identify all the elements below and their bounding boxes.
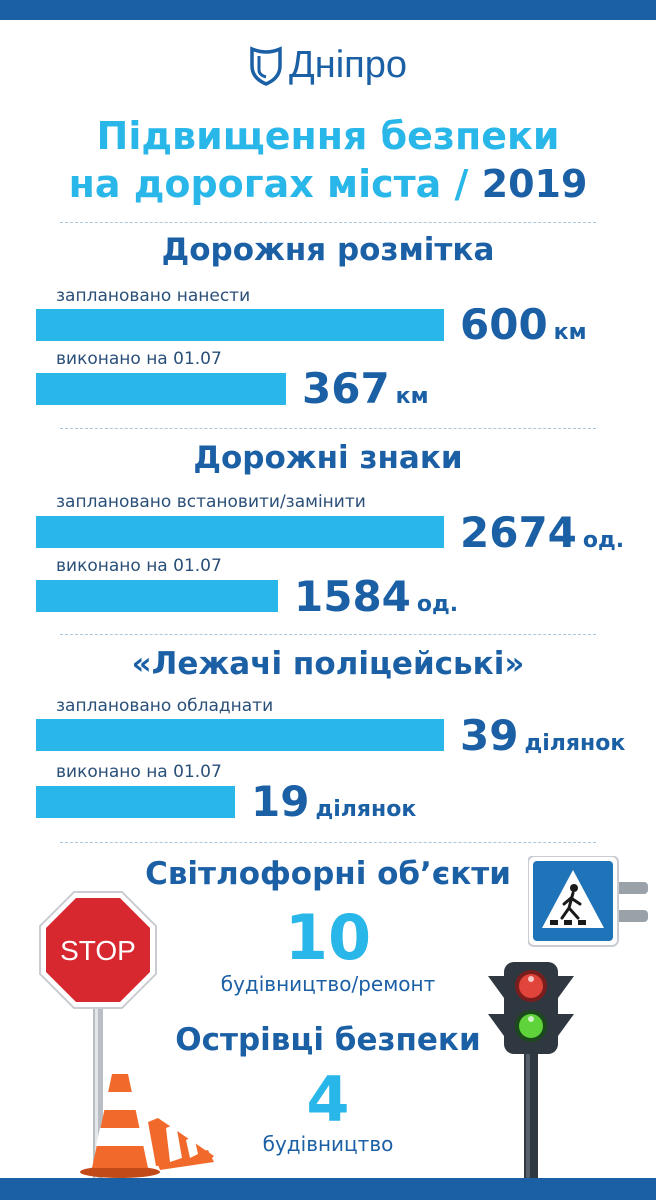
bar-planned [36, 516, 444, 548]
logo-text: Дніпро [288, 44, 407, 86]
section-title-road-signs: Дорожні знаки [193, 440, 463, 476]
value-planned: 2674 од. [460, 508, 625, 557]
bar-label-planned: заплановано встановити/замінити [56, 492, 366, 512]
value-planned: 600 км [460, 300, 587, 349]
section-title-traffic-lights: Світлофорні об’єкти [145, 856, 511, 892]
value-planned: 39 ділянок [460, 711, 626, 760]
title-line-1: Підвищення безпеки [96, 114, 560, 158]
traffic-light-icon [484, 958, 578, 1180]
divider [60, 428, 596, 429]
section-title-speed-bumps: «Лежачі поліцейські» [131, 646, 525, 682]
value-done: 1584 од. [294, 572, 459, 621]
bottom-bar [0, 1178, 656, 1200]
page-title [0, 112, 656, 208]
top-bar [0, 0, 656, 20]
title-line-2: на дорогах міста / [68, 162, 469, 206]
logo [0, 44, 656, 90]
bar-planned [36, 719, 444, 751]
shield-icon [249, 46, 283, 86]
traffic-lights-sub: будівництво/ремонт [220, 972, 436, 996]
bar-done [36, 580, 278, 612]
stop-sign-text: STOP [60, 935, 136, 966]
bar-planned [36, 309, 444, 341]
value-done: 19 ділянок [251, 777, 417, 826]
traffic-lights-value: 10 [284, 901, 372, 974]
bar-done [36, 786, 235, 818]
title-year: 2019 [481, 162, 588, 206]
bar-done [36, 373, 286, 405]
islands-sub: будівництво [262, 1132, 394, 1156]
section-title-road-marking: Дорожня розмітка [161, 232, 495, 268]
section-title-islands: Острівці безпеки [175, 1022, 481, 1058]
bar-label-planned: заплановано нанести [56, 286, 251, 306]
bar-label-done: виконано на 01.07 [56, 556, 222, 576]
traffic-cone-icon [78, 1070, 218, 1178]
value-done: 367 км [302, 364, 429, 413]
bar-label-done: виконано на 01.07 [56, 349, 222, 369]
bar-label-planned: заплановано обладнати [56, 696, 274, 716]
divider [60, 634, 596, 635]
islands-value: 4 [306, 1063, 350, 1136]
divider [60, 222, 596, 223]
bar-label-done: виконано на 01.07 [56, 762, 222, 782]
divider [60, 842, 596, 843]
pedestrian-crossing-sign-icon [528, 856, 652, 948]
